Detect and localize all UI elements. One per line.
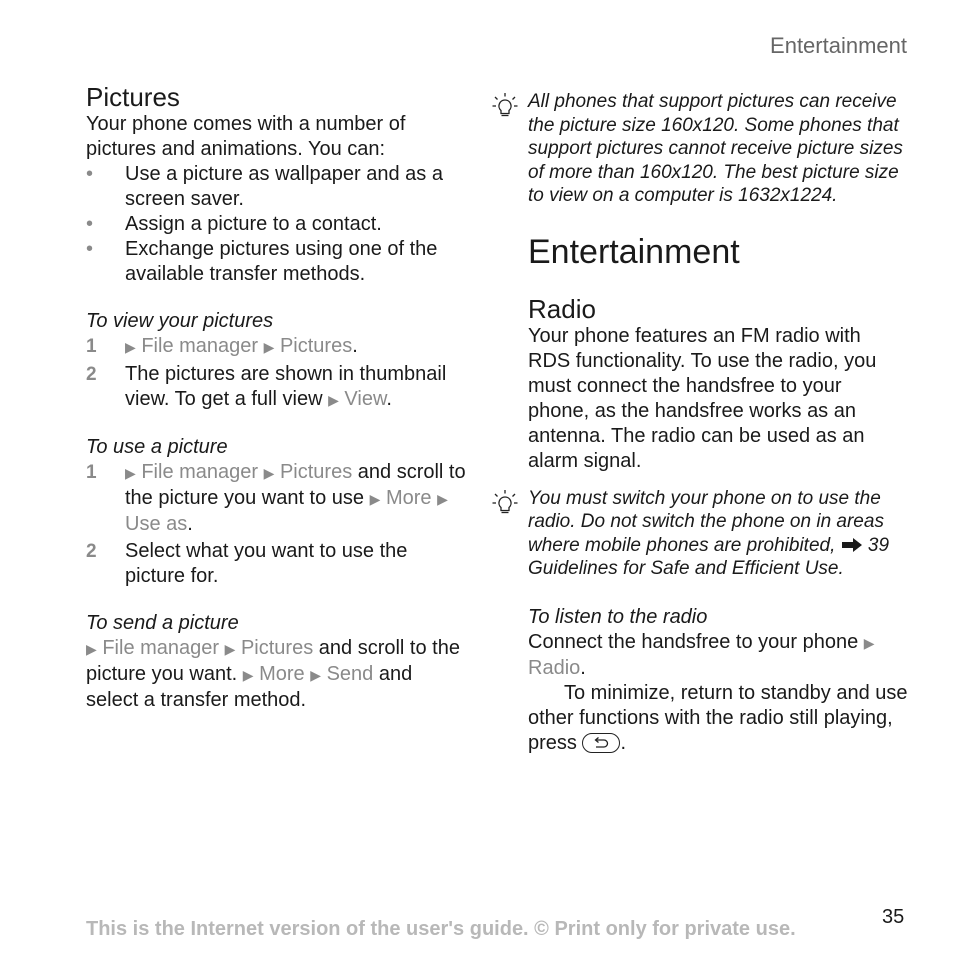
list-item: 2 The pictures are shown in thumbnail view. To get a full view ▶ View. — [86, 363, 447, 410]
pictures-intro: Your phone comes with a number of pictures and animations. You can: — [86, 113, 406, 160]
menu-arrow-icon: ▶ — [310, 667, 322, 683]
menu-arrow-icon: ▶ — [863, 634, 875, 651]
tip-radio-safety: You must switch your phone on to use the radio. Do not switch the phone on in areas where mobile phones are prohibited, 39 Guidelines for Safe and Efficient Use. — [528, 487, 908, 581]
view-pictures-steps — [86, 334, 466, 413]
bullet-dot: • — [86, 213, 94, 235]
list-item: • Exchange pictures using one of the available transfer methods. — [86, 238, 438, 285]
left-column — [86, 82, 466, 713]
listen-radio-heading: To listen to the radio — [528, 605, 708, 628]
reference-arrow-icon — [841, 537, 863, 553]
list-item: • Use a picture as wallpaper and as a screen saver. — [86, 163, 443, 210]
menu-arrow-icon: ▶ — [125, 465, 136, 481]
send-picture-heading: To send a picture — [86, 612, 239, 634]
cross-reference-link[interactable]: 39 Guidelines for Safe and Efficient Use. — [528, 534, 890, 579]
menu-arrow-icon: ▶ — [86, 641, 97, 657]
back-key-icon — [582, 733, 620, 753]
menu-pictures: Pictures — [279, 335, 353, 357]
view-pictures-heading: To view your pictures — [86, 310, 274, 332]
radio-intro: Your phone features an FM radio with RDS functionality. To use the radio, you must connect the handsfree to your phone, as the handsfree works as an antenna. The radio can be used as an alarm signal. — [528, 324, 877, 472]
list-item: 1 ▶ File manager ▶ Pictures. — [86, 335, 358, 357]
entertainment-heading: Entertainment — [528, 232, 740, 271]
right-column — [528, 90, 908, 756]
list-item: • Assign a picture to a contact. — [86, 213, 382, 235]
running-header: Entertainment — [770, 33, 907, 58]
bullet-dot: • — [86, 238, 94, 260]
menu-arrow-icon: ▶ — [328, 392, 339, 408]
list-item: 2 Select what you want to use the picture for. — [86, 540, 408, 587]
use-picture-steps — [86, 460, 466, 589]
page-number: 35 — [882, 906, 905, 928]
bullet-dot: • — [86, 163, 94, 185]
menu-file-manager: File manager — [141, 335, 259, 357]
use-picture-heading: To use a picture — [86, 436, 228, 458]
menu-view: View — [344, 388, 387, 410]
menu-arrow-icon: ▶ — [242, 667, 254, 683]
menu-arrow-icon: ▶ — [125, 339, 136, 355]
radio-heading: Radio — [528, 293, 596, 324]
lightbulb-icon — [492, 92, 518, 120]
menu-arrow-icon: ▶ — [369, 491, 381, 507]
pictures-heading: Pictures — [86, 82, 180, 112]
list-item: 1 ▶ File manager ▶ Pictures and scroll to the picture you want to use ▶ More ▶ Use as. — [86, 461, 466, 535]
listen-radio-instructions: Connect the handsfree to your phone ▶ Radio. — [528, 630, 875, 679]
send-picture-instructions: ▶ File manager ▶ Pictures and scroll to the picture you want. ▶ More ▶ Send and select a transfer method. — [86, 637, 460, 711]
menu-arrow-icon: ▶ — [437, 491, 448, 507]
pictures-bullet-list — [86, 162, 466, 287]
menu-arrow-icon: ▶ — [263, 339, 275, 355]
lightbulb-icon — [492, 489, 518, 517]
menu-arrow-icon: ▶ — [263, 465, 275, 481]
menu-arrow-icon: ▶ — [224, 641, 236, 657]
tip-picture-sizes: All phones that support pictures can receive the picture size 160x120. Some phones that support pictures cannot receive picture sizes of more than 160x120. The best picture size to view on a computer is 1632x1224. — [528, 90, 908, 208]
menu-radio: Radio — [528, 656, 581, 679]
minimize-instructions: To minimize, return to standby and use other functions with the radio still playing, press . — [528, 681, 908, 754]
footer-notice: This is the Internet version of the user's guide. © Print only for private use. — [86, 918, 796, 940]
